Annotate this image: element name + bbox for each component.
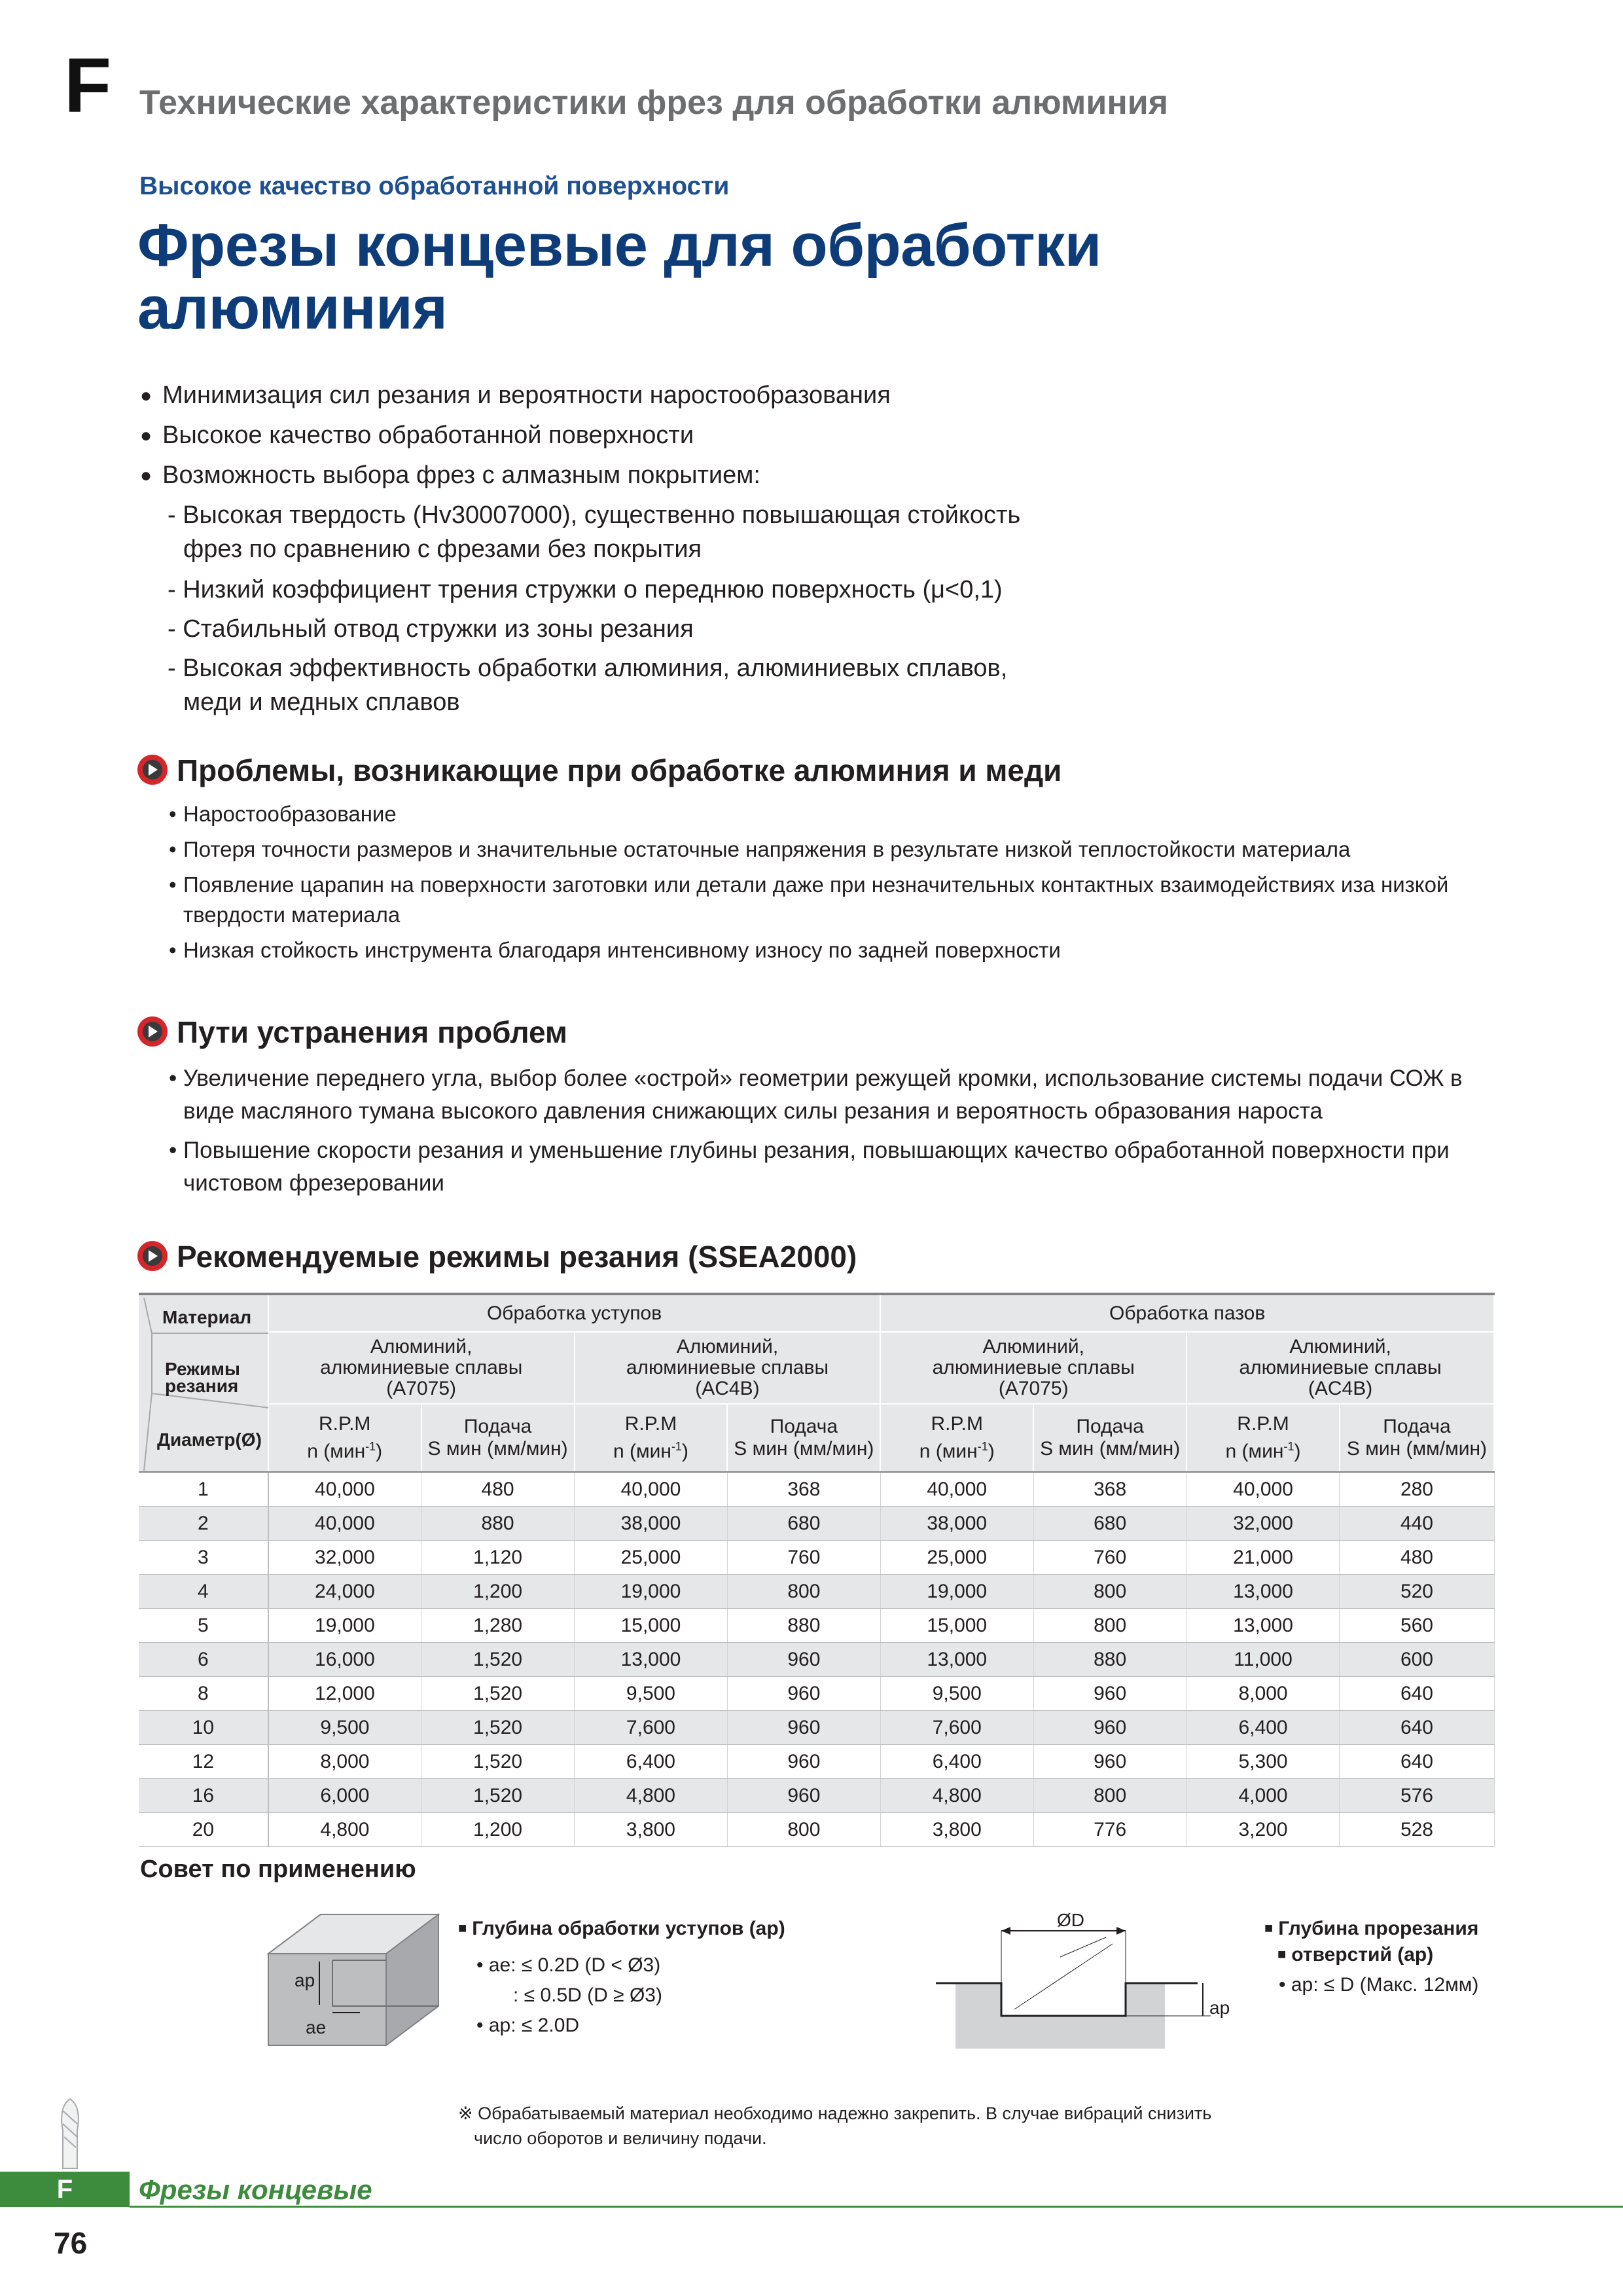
solutions-list (169, 1062, 1517, 1205)
problems-list (169, 799, 1517, 971)
shoulder-rule: • ae: ≤ 0.2D (D < Ø3) (476, 1954, 661, 1976)
table-corner (139, 1294, 268, 1472)
table-cell: 800 (1033, 1609, 1186, 1643)
arrow-circle-icon (137, 1241, 168, 1271)
table-cell: 480 (1340, 1541, 1494, 1575)
shoulder-heading: ■ Глубина обработки уступов (ap) (458, 1918, 785, 1940)
table-cell: 960 (727, 1711, 880, 1745)
table-cell: 1,520 (421, 1745, 575, 1779)
col-rpm-unit: n (мин (307, 1441, 366, 1462)
footer-divider (130, 2206, 1623, 2208)
corner-modes (165, 1361, 240, 1395)
shoulder-rule: : ≤ 0.5D (D ≥ Ø3) (513, 1984, 662, 2006)
label-slot-ap: ap (1209, 1998, 1230, 2018)
table-cell: 19,000 (880, 1575, 1033, 1609)
shoulder-rules (476, 1950, 662, 2041)
page-subtitle: Высокое качество обработанной поверхности (139, 172, 730, 200)
slot-heading-l2: отверстий (ap) (1291, 1944, 1434, 1965)
label-ap: ap (294, 1970, 315, 1990)
diameter-cell: 3 (139, 1541, 268, 1575)
cutting-modes-table (139, 1293, 1495, 1847)
problems-heading (137, 753, 1061, 788)
col-rpm-l1: R.P.M (931, 1413, 983, 1435)
col-rpm-sup: -1 (1283, 1440, 1294, 1453)
shoulder-rule: • ap: ≤ 2.0D (476, 2015, 580, 2036)
diameter-cell: 4 (139, 1575, 268, 1609)
table-cell: 24,000 (268, 1575, 421, 1609)
problem-item: • Низкая стойкость инструмента благодаря интенсивному износу по задней поверхности (169, 935, 1517, 965)
table-row (139, 1779, 1494, 1813)
col-rpm-l1: R.P.M (624, 1413, 677, 1435)
slot-advice (1264, 1918, 1478, 2000)
table-cell: 960 (727, 1745, 880, 1779)
diameter-cell: 10 (139, 1711, 268, 1745)
table-cell: 4,000 (1186, 1779, 1340, 1813)
corner-material: Материал (162, 1307, 252, 1327)
intro-bullet: ● Минимизация сил резания и вероятности наростообразования (140, 376, 1253, 416)
diameter-cell: 2 (139, 1507, 268, 1541)
col-feed-l2: S мин (мм/мин) (1040, 1438, 1181, 1460)
table-cell: 560 (1340, 1609, 1494, 1643)
material-l3: (AC4B) (695, 1378, 760, 1399)
advice-title: Совет по применению (140, 1856, 416, 1883)
table-cell: 15,000 (575, 1609, 728, 1643)
table-cell: 38,000 (575, 1507, 728, 1541)
table-cell: 1,520 (421, 1711, 575, 1745)
table-cell: 1,200 (421, 1575, 575, 1609)
table-cell: 4,800 (575, 1779, 728, 1813)
col-rpm-close: ) (988, 1441, 995, 1462)
table-cell: 25,000 (880, 1541, 1033, 1575)
table-cell: 880 (1033, 1643, 1186, 1677)
table-cell: 3,800 (575, 1813, 728, 1847)
table-cell: 13,000 (1186, 1575, 1340, 1609)
table-cell: 960 (1033, 1745, 1186, 1779)
material-header (880, 1332, 1186, 1404)
table-cell: 11,000 (1186, 1643, 1340, 1677)
table-cell: 3,800 (880, 1813, 1033, 1847)
material-l2: алюминиевые сплавы (932, 1357, 1135, 1378)
table-cell: 880 (727, 1609, 880, 1643)
subheader-row (139, 1404, 1494, 1472)
table-cell: 40,000 (268, 1472, 421, 1507)
slot-heading-cont (1264, 1944, 1478, 1966)
table-cell: 4,800 (880, 1779, 1033, 1813)
page-title (137, 212, 1101, 342)
col-rpm-unit: n (мин (919, 1441, 978, 1462)
diameter-cell: 5 (139, 1609, 268, 1643)
group-shoulder: Обработка уступов (268, 1294, 881, 1332)
table-cell: 1,520 (421, 1677, 575, 1711)
arrow-circle-icon (137, 755, 168, 785)
table-cell: 12,000 (268, 1677, 421, 1711)
table-cell: 1,520 (421, 1779, 575, 1813)
table-row (139, 1575, 1494, 1609)
table-cell: 9,500 (268, 1711, 421, 1745)
problem-item: • Потеря точности размеров и значительные остаточные напряжения в результате низкой теплостойкости материала (169, 834, 1517, 865)
diameter-cell: 20 (139, 1813, 268, 1847)
intro-dash (140, 571, 1253, 609)
material-l2: алюминиевые сплавы (1239, 1357, 1442, 1378)
material-l1: Алюминий, (370, 1336, 473, 1357)
col-rpm-l1: R.P.M (318, 1413, 371, 1435)
table-row (139, 1677, 1494, 1711)
table-cell: 13,000 (1186, 1609, 1340, 1643)
table-cell: 800 (727, 1813, 880, 1847)
table-cell: 19,000 (268, 1609, 421, 1643)
diameter-cell: 6 (139, 1643, 268, 1677)
problem-item: • Наростообразование (169, 799, 1517, 829)
table-row (139, 1711, 1494, 1745)
table-cell: 1,520 (421, 1643, 575, 1677)
col-rpm-close: ) (681, 1441, 688, 1462)
col-rpm-sup: -1 (977, 1440, 988, 1453)
table-cell: 760 (727, 1541, 880, 1575)
table-cell: 800 (727, 1575, 880, 1609)
col-rpm-l2 (269, 1435, 421, 1463)
col-rpm-l1: R.P.M (1237, 1413, 1289, 1435)
table-cell: 16,000 (268, 1643, 421, 1677)
table-cell: 640 (1340, 1677, 1494, 1711)
table-row (139, 1472, 1494, 1507)
col-rpm-header (268, 1404, 421, 1472)
table-cell: 32,000 (1186, 1507, 1340, 1541)
intro-bullet: ● Возможность выбора фрез с алмазным покрытием: (140, 456, 1253, 496)
table-cell: 680 (727, 1507, 880, 1541)
table-cell: 776 (1033, 1813, 1186, 1847)
col-rpm-header (575, 1404, 728, 1472)
intro-dash (140, 496, 1253, 534)
col-feed-l1: Подача (770, 1416, 838, 1437)
material-header (575, 1332, 881, 1404)
table-cell: 960 (1033, 1677, 1186, 1711)
table-cell: 6,000 (268, 1779, 421, 1813)
table-row (139, 1643, 1494, 1677)
diameter-cell: 16 (139, 1779, 268, 1813)
table-heading (137, 1239, 857, 1274)
table-cell: 15,000 (880, 1609, 1033, 1643)
solution-item: • Повышение скорости резания и уменьшение глубины резания, повышающих качество обработанной поверхности при чистовом фрезеровании (169, 1134, 1505, 1200)
col-feed-header (1340, 1404, 1494, 1472)
col-feed-l2: S мин (мм/мин) (734, 1438, 874, 1460)
table-cell: 760 (1033, 1541, 1186, 1575)
problems-title: Проблемы, возникающие при обработке алюминия и меди (177, 753, 1062, 787)
intro-dash-cont: меди и медных сплавов (183, 689, 460, 716)
col-rpm-unit: n (мин (1225, 1441, 1284, 1462)
section-letter: F (64, 43, 112, 129)
col-rpm-unit: n (мин (613, 1441, 671, 1462)
corner-diameter: Диаметр(Ø) (157, 1429, 262, 1450)
page-title-line: алюминия (137, 274, 448, 342)
table-cell: 1,200 (421, 1813, 575, 1847)
corner-modes-l1: Режимы (165, 1359, 240, 1379)
table-cell: 40,000 (575, 1472, 728, 1507)
material-l3: (A7075) (998, 1378, 1069, 1399)
footer-section-tab: F (0, 2172, 130, 2207)
table-cell: 32,000 (268, 1541, 421, 1575)
table-cell: 40,000 (1186, 1472, 1340, 1507)
table-cell: 520 (1340, 1575, 1494, 1609)
table-cell: 480 (421, 1472, 575, 1507)
table-cell: 40,000 (880, 1472, 1033, 1507)
table-cell: 6,400 (880, 1745, 1033, 1779)
intro-dash (140, 610, 1253, 648)
footnote-line: ※ Обрабатываемый материал необходимо надежно закрепить. В случае вибраций снизить (458, 2104, 1212, 2123)
table-cell: 960 (727, 1779, 880, 1813)
table-cell: 960 (1033, 1711, 1186, 1745)
col-feed-l1: Подача (1076, 1416, 1144, 1437)
table-cell: 1,280 (421, 1609, 575, 1643)
header-title: Технические характеристики фрез для обработки алюминия (139, 84, 1169, 122)
col-rpm-l2 (1187, 1435, 1339, 1463)
intro-dash-text: - Высокая эффективность обработки алюминия, алюминиевых сплавов, (168, 655, 1008, 682)
col-feed-l1: Подача (1383, 1416, 1451, 1437)
material-header (268, 1332, 575, 1404)
footnote (458, 2101, 1211, 2151)
material-l1: Алюминий, (676, 1336, 779, 1357)
intro-dash-cont: фрез по сравнению с фрезами без покрытия (183, 535, 702, 563)
table-cell: 6,400 (575, 1745, 728, 1779)
table-cell: 8,000 (1186, 1677, 1340, 1711)
shoulder-diagram (262, 1908, 458, 2065)
table-cell: 880 (421, 1507, 575, 1541)
table-cell: 21,000 (1186, 1541, 1340, 1575)
intro-dash (140, 649, 1253, 687)
solutions-title: Пути устранения проблем (177, 1015, 567, 1049)
col-feed-header (1033, 1404, 1186, 1472)
material-l1: Алюминий, (982, 1336, 1084, 1357)
table-cell: 9,500 (575, 1677, 728, 1711)
slot-diagram (936, 1911, 1243, 2062)
col-rpm-l2 (575, 1435, 727, 1463)
group-slot: Обработка пазов (880, 1294, 1494, 1332)
table-cell: 800 (1033, 1779, 1186, 1813)
table-cell: 1,120 (421, 1541, 575, 1575)
end-mill-icon (54, 2098, 86, 2170)
footer-category: Фрезы концевые (139, 2174, 372, 2205)
solutions-heading (137, 1014, 567, 1050)
table-cell: 576 (1340, 1779, 1494, 1813)
table-cell: 40,000 (268, 1507, 421, 1541)
slot-rule: • ap: ≤ D (Макс. 12мм) (1279, 1974, 1479, 1996)
intro-dash-text: - Стабильный отвод стружки из зоны резания (168, 615, 694, 643)
table-row (139, 1745, 1494, 1779)
table-cell: 600 (1340, 1643, 1494, 1677)
table-cell: 9,500 (880, 1677, 1033, 1711)
footnote-line: число оборотов и величину подачи. (474, 2128, 767, 2148)
table-row (139, 1813, 1494, 1847)
material-l3: (A7075) (386, 1378, 457, 1399)
table-cell: 4,800 (268, 1813, 421, 1847)
table-cell: 19,000 (575, 1575, 728, 1609)
col-rpm-close: ) (1294, 1441, 1301, 1462)
table-cell: 25,000 (575, 1541, 728, 1575)
intro-dash-text: - Низкий коэффициент трения стружки о переднюю поверхность (μ<0,1) (168, 576, 1003, 603)
col-rpm-close: ) (376, 1441, 383, 1462)
material-l2: алюминиевые сплавы (626, 1357, 829, 1378)
table-cell: 280 (1340, 1472, 1494, 1507)
col-feed-header (421, 1404, 575, 1472)
intro-list (140, 376, 1253, 717)
table-cell: 640 (1340, 1745, 1494, 1779)
table-cell: 960 (727, 1677, 880, 1711)
table-cell: 5,300 (1186, 1745, 1340, 1779)
table-cell: 7,600 (575, 1711, 728, 1745)
table-cell: 368 (727, 1472, 880, 1507)
table-row (139, 1507, 1494, 1541)
col-feed-l2: S мин (мм/мин) (1346, 1438, 1488, 1460)
problem-item: • Появление царапин на поверхности заготовки или детали даже при незначительных контактных взаимодействиях иза низкой твердости материала (169, 870, 1466, 930)
col-feed-l1: Подача (463, 1416, 532, 1437)
diameter-cell: 8 (139, 1677, 268, 1711)
table-title: Рекомендуемые режимы резания (SSEA2000) (177, 1240, 857, 1274)
intro-dash-text: - Высокая твердость (Hv30007000), существенно повышающая стойкость (168, 501, 1021, 529)
col-rpm-l2 (881, 1435, 1033, 1463)
table-cell: 7,600 (880, 1711, 1033, 1745)
table-body (139, 1472, 1494, 1847)
intro-bullet: ● Высокое качество обработанной поверхности (140, 416, 1253, 456)
solution-item: • Увеличение переднего угла, выбор более «острой» геометрии режущей кромки, использование системы подачи СОЖ в виде масляного тумана высокого давления снижающих силы резания и вероятность образования нароста (169, 1062, 1505, 1128)
table-cell: 680 (1033, 1507, 1186, 1541)
material-l3: (AC4B) (1308, 1378, 1373, 1399)
col-rpm-header (1186, 1404, 1340, 1472)
table-cell: 3,200 (1186, 1813, 1340, 1847)
table-cell: 13,000 (880, 1643, 1033, 1677)
col-rpm-header (880, 1404, 1033, 1472)
table-row (139, 1541, 1494, 1575)
table-cell: 960 (727, 1643, 880, 1677)
arrow-circle-icon (137, 1016, 168, 1047)
page-number: 76 (54, 2226, 88, 2260)
table-cell: 6,400 (1186, 1711, 1340, 1745)
table-cell: 13,000 (575, 1643, 728, 1677)
diameter-cell: 1 (139, 1472, 268, 1507)
table-cell: 640 (1340, 1711, 1494, 1745)
corner-modes-l2: резания (165, 1376, 239, 1396)
table-cell: 368 (1033, 1472, 1186, 1507)
table-cell: 8,000 (268, 1745, 421, 1779)
table-row (139, 1609, 1494, 1643)
col-feed-l2: S мин (мм/мин) (427, 1438, 568, 1460)
material-l1: Алюминий, (1289, 1336, 1391, 1357)
table-cell: 440 (1340, 1507, 1494, 1541)
slot-heading: ■ Глубина прорезания (1264, 1918, 1478, 1940)
label-ae: ae (306, 2017, 327, 2037)
table-cell: 528 (1340, 1813, 1494, 1847)
material-header (1186, 1332, 1494, 1404)
table-cell: 38,000 (880, 1507, 1033, 1541)
label-diameter: ØD (1057, 1910, 1084, 1930)
material-l2: алюминиевые сплавы (320, 1357, 523, 1378)
col-rpm-sup: -1 (365, 1440, 376, 1453)
col-feed-header (727, 1404, 880, 1472)
table-cell: 800 (1033, 1575, 1186, 1609)
page-title-line: Фрезы концевые для обработки (137, 212, 1101, 279)
col-rpm-sup: -1 (671, 1440, 682, 1453)
diameter-cell: 12 (139, 1745, 268, 1779)
